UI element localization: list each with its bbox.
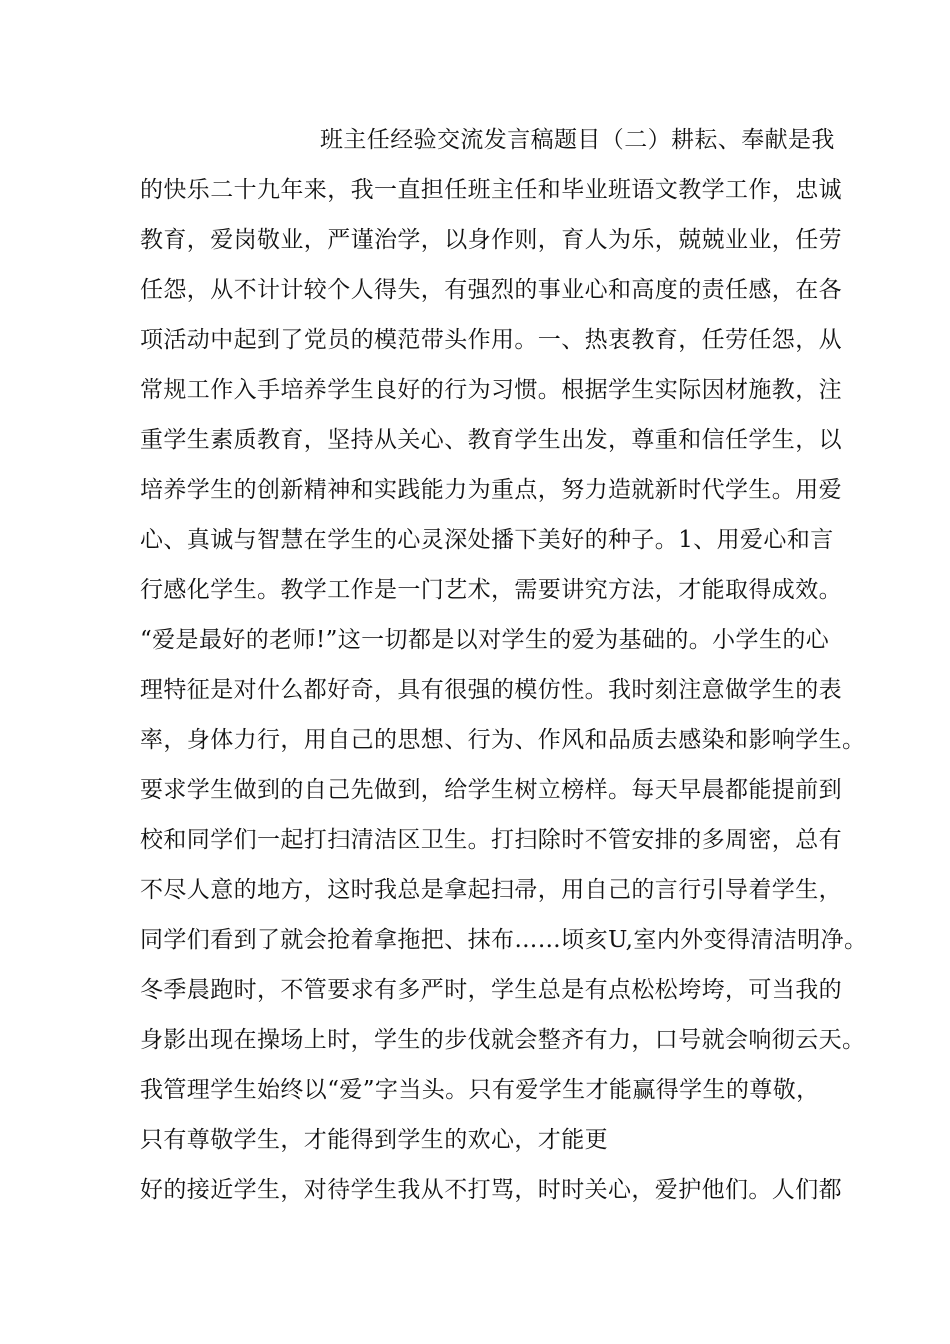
text-line-20: 我管理学生始终以“爱”字当头。只有爱学生才能赢得学生的尊敬， bbox=[140, 1077, 820, 1103]
text-line-6: 常规工作入手培养学生良好的行为习惯。根据学生实际因材施教，注 bbox=[140, 377, 842, 403]
text-line-3: 教育，爱岗敬业，严谨治学，以身作则，育人为乐，兢兢业业，任劳 bbox=[140, 227, 842, 253]
text-line-19: 身影出现在操场上时，学生的步伐就会整齐有力，口号就会响彻云天。 bbox=[140, 1027, 866, 1053]
text-line-15: 校和同学们一起打扫清洁区卫生。打扫除时不管安排的多周密，总有 bbox=[140, 827, 842, 853]
text-line-1: 班主任经验交流发言稿题目（二）耕耘、奉献是我 bbox=[320, 127, 835, 153]
text-line-11: “爱是最好的老师!”这一切都是以对学生的爱为基础的。小学生的心 bbox=[140, 627, 830, 653]
text-line-12: 理特征是对什么都好奇，具有很强的模仿性。我时刻注意做学生的表 bbox=[140, 677, 842, 703]
text-line-5: 项活动中起到了党员的模范带头作用。一、热衷教育，任劳任怨，从 bbox=[140, 327, 842, 353]
text-line-8: 培养学生的创新精神和实践能力为重点，努力造就新时代学生。用爱 bbox=[140, 477, 842, 503]
text-line-2: 的快乐二十九年来，我一直担任班主任和毕业班语文教学工作，忠诚 bbox=[140, 177, 842, 203]
text-line-9: 心、真诚与智慧在学生的心灵深处播下美好的种子。1、用爱心和言 bbox=[140, 527, 834, 553]
text-line-21: 只有尊敬学生，才能得到学生的欢心，才能更 bbox=[140, 1127, 608, 1153]
text-line-13: 率，身体力行，用自己的思想、行为、作风和品质去感染和影响学生。 bbox=[140, 727, 866, 753]
text-line-7: 重学生素质教育，坚持从关心、教育学生出发，尊重和信任学生，以 bbox=[140, 427, 842, 453]
text-line-17: 同学们看到了就会抢着拿拖把、抹布……顷亥U,室内外变得清洁明净。 bbox=[140, 927, 868, 953]
text-line-14: 要求学生做到的自己先做到，给学生树立榜样。每天早晨都能提前到 bbox=[140, 777, 842, 803]
text-line-16: 不尽人意的地方，这时我总是拿起扫帚，用自己的言行引导着学生， bbox=[140, 877, 842, 903]
text-line-10: 行感化学生。教学工作是一门艺术，需要讲究方法，才能取得成效。 bbox=[140, 577, 842, 603]
text-line-18: 冬季晨跑时，不管要求有多严时，学生总是有点松松垮垮，可当我的 bbox=[140, 977, 842, 1003]
text-line-22: 好的接近学生，对待学生我从不打骂，时时关心，爱护他们。人们都 bbox=[140, 1177, 842, 1203]
text-line-4: 任怨，从不计计较个人得失，有强烈的事业心和高度的责任感，在各 bbox=[140, 277, 842, 303]
